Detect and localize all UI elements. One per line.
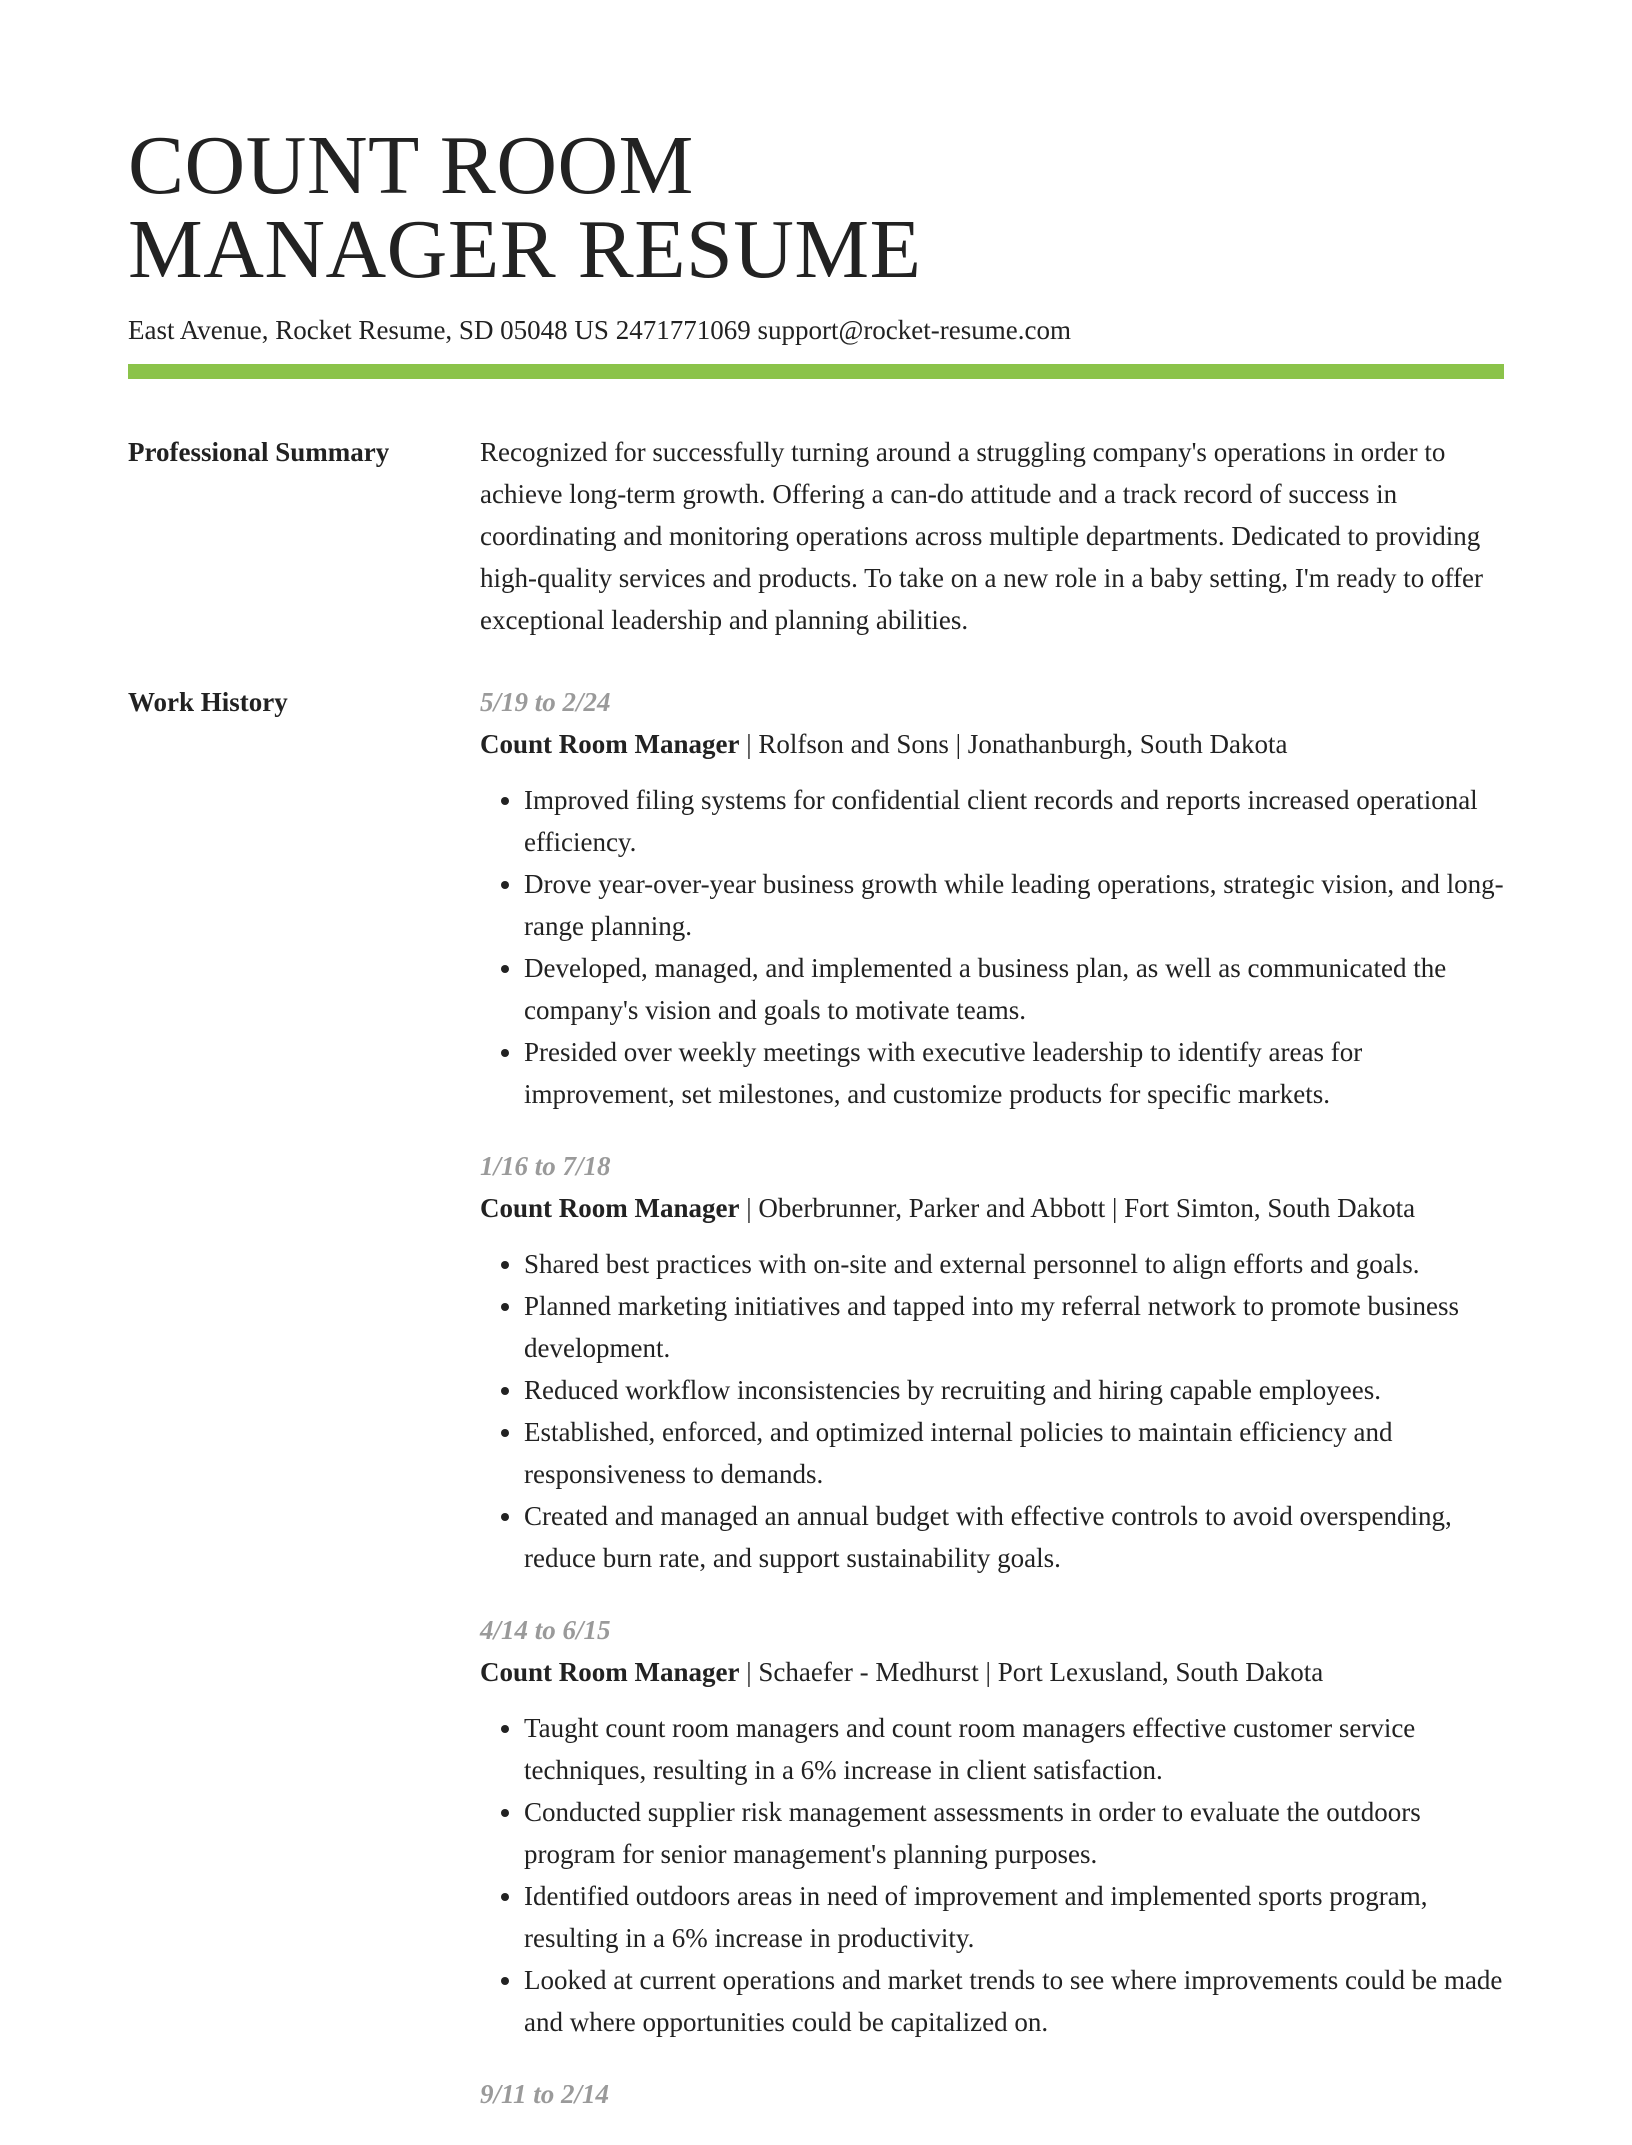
job-bullet-list (480, 779, 1504, 1115)
job-bullet: • Reduced workflow inconsistencies by recruiting and hiring capable employees. (524, 1369, 1504, 1411)
job-bullet: • Shared best practices with on-site and external personnel to align efforts and goals. (524, 1243, 1504, 1285)
resume-page (128, 119, 1504, 2145)
job-dates: 4/14 to 6/15 (480, 1615, 611, 1645)
job-title: Count Room Manager (480, 729, 740, 759)
job-title-line (480, 723, 1504, 765)
job-bullet: • Presided over weekly meetings with executive leadership to identify areas for improvement, set milestones, and customize products for specific markets. (524, 1031, 1504, 1115)
job-entry (480, 1145, 1504, 1579)
summary-text: Recognized for successfully turning around a struggling company's operations in order to achieve long-term growth. Offering a can-do attitude and a track record of success in coordinating and monitoring operations across multiple departments. Dedicated to providing high-quality services and products. To take on a new role in a baby setting, I'm ready to offer exceptional leadership and planning abilities. (480, 437, 1483, 635)
job-company-location: | Oberbrunner, Parker and Abbott | Fort Simton, South Dakota (739, 1193, 1416, 1223)
resume-title-line-1: COUNT ROOM (128, 119, 694, 212)
job-title-line (480, 1651, 1504, 1693)
resume-title-line-2: MANAGER RESUME (128, 203, 922, 296)
job-dates: 5/19 to 2/24 (480, 687, 611, 717)
job-dates: 1/16 to 7/18 (480, 1151, 611, 1181)
accent-divider (128, 364, 1504, 379)
job-entry (480, 681, 1504, 1115)
job-bullet: • Looked at current operations and market trends to see where improvements could be made and where opportunities could be capitalized on. (524, 1959, 1504, 2043)
job-bullet: • Taught count room managers and count room managers effective customer service techniques, resulting in a 6% increase in client satisfaction. (524, 1707, 1504, 1791)
contact-info: East Avenue, Rocket Resume, SD 05048 US 2471771069 support@rocket-resume.com (128, 315, 1071, 345)
job-bullet-list (480, 1243, 1504, 1579)
job-bullet: • Developed, managed, and implemented a business plan, as well as communicated the company's vision and goals to motivate teams. (524, 947, 1504, 1031)
job-bullet: • Conducted supplier risk management assessments in order to evaluate the outdoors program for senior management's planning purposes. (524, 1791, 1504, 1875)
job-bullet: • Created and managed an annual budget with effective controls to avoid overspending, reduce burn rate, and support sustainability goals. (524, 1495, 1504, 1579)
job-dates: 9/11 to 2/14 (480, 2079, 610, 2109)
work-history-body (480, 681, 1504, 2145)
job-title: Count Room Manager (480, 1193, 740, 1223)
job-entry (480, 2073, 1504, 2115)
job-bullet: • Drove year-over-year business growth while leading operations, strategic vision, and long-range planning. (524, 863, 1504, 947)
job-bullet-list (480, 1707, 1504, 2043)
job-entry (480, 1609, 1504, 2043)
resume-title (128, 119, 1504, 296)
section-label-work-history: Work History (128, 687, 288, 717)
job-company-location: | Schaefer - Medhurst | Port Lexusland, South Dakota (739, 1657, 1324, 1687)
job-bullet: • Identified outdoors areas in need of improvement and implemented sports program, resulting in a 6% increase in productivity. (524, 1875, 1504, 1959)
job-title-line (480, 1187, 1504, 1229)
job-title: Count Room Manager (480, 1657, 740, 1687)
professional-summary-section (128, 431, 1504, 641)
work-history-section (128, 681, 1504, 2145)
job-bullet: • Planned marketing initiatives and tapped into my referral network to promote business development. (524, 1285, 1504, 1369)
summary-body (480, 431, 1504, 641)
job-bullet: • Improved filing systems for confidential client records and reports increased operational efficiency. (524, 779, 1504, 863)
job-company-location: | Rolfson and Sons | Jonathanburgh, South Dakota (739, 729, 1288, 759)
section-label-summary: Professional Summary (128, 437, 390, 467)
job-bullet: • Established, enforced, and optimized internal policies to maintain efficiency and responsiveness to demands. (524, 1411, 1504, 1495)
